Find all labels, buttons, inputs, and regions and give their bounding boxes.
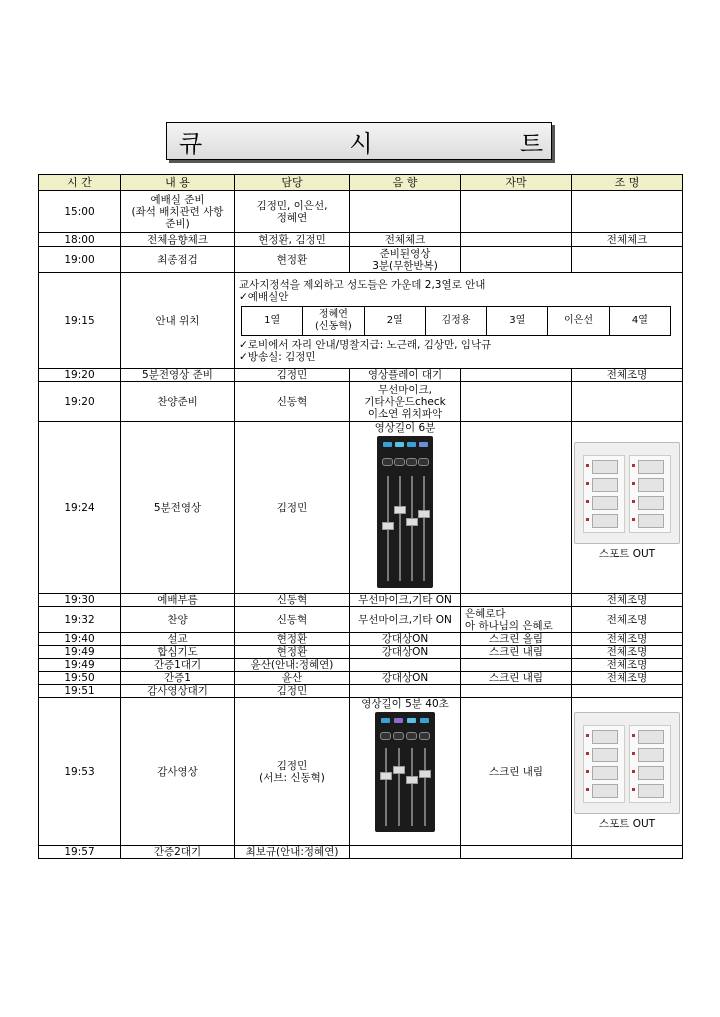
cell-staff: 현정환, 김정민	[235, 233, 350, 247]
fader-knob	[393, 766, 405, 774]
cell-caption: 스크린 내림	[461, 672, 572, 685]
cell-light	[572, 698, 683, 846]
cell-staff: 김정민	[235, 685, 350, 698]
mixer-button	[407, 718, 416, 723]
grid-cell: 이은선	[548, 306, 609, 335]
cell-time: 19:51	[39, 685, 121, 698]
switch	[592, 748, 618, 762]
cell-light	[572, 191, 683, 233]
cell-caption	[461, 607, 572, 633]
switch	[592, 784, 618, 798]
cell-light	[572, 247, 683, 273]
cell-line: 아 하나님의 은혜로	[465, 619, 553, 632]
switch	[638, 460, 664, 474]
cell-content: 5분전영상	[121, 422, 235, 594]
cell-line: 준비된영상	[379, 247, 431, 260]
cell-time: 19:50	[39, 672, 121, 685]
cell-content: 감사영상	[121, 698, 235, 846]
cell-line: 정혜연	[276, 211, 308, 224]
cell-time: 19:53	[39, 698, 121, 846]
cell-line: 무선마이크,	[377, 383, 433, 396]
cell-line: 영상길이 5분 40초	[361, 698, 449, 710]
cell-staff: 윤산(안내:정혜연)	[235, 659, 350, 672]
cell-staff: 김정민	[235, 369, 350, 382]
cell-staff	[235, 191, 350, 233]
cell-content: 설교	[121, 633, 235, 646]
cell-caption	[461, 846, 572, 859]
cell-time: 19:32	[39, 607, 121, 633]
led	[586, 518, 589, 521]
cell-caption	[461, 659, 572, 672]
table-row	[39, 191, 683, 233]
cell-sound	[350, 422, 461, 594]
cell-time: 19:20	[39, 369, 121, 382]
cell-content: 예배부름	[121, 594, 235, 607]
title-char-1: 큐	[179, 129, 203, 158]
audio-mixer-image	[377, 436, 433, 588]
cell-time: 19:15	[39, 273, 121, 369]
led	[586, 770, 589, 773]
cell-caption	[461, 382, 572, 422]
cell-line: (서브: 신동혁)	[259, 771, 325, 784]
cell-line: 3분(무한반복)	[372, 259, 438, 272]
cell-time: 15:00	[39, 191, 121, 233]
mixer-button	[395, 442, 404, 447]
mixer-button	[419, 442, 428, 447]
guide-line: ✓로비에서 자리 안내/명찰지급: 노근래, 김상만, 임낙규	[239, 338, 492, 351]
fader-knob	[382, 522, 394, 530]
mixer-button	[394, 718, 403, 723]
cell-staff	[235, 698, 350, 846]
title-char-2: 시	[349, 129, 373, 158]
fader-knob	[406, 776, 418, 784]
cell-staff: 최보규(안내:정혜연)	[235, 846, 350, 859]
cell-sound: 강대상ON	[350, 633, 461, 646]
table-row	[39, 607, 683, 633]
cell-content: 간증2대기	[121, 846, 235, 859]
cell-line: (좌석 배치관련 사항	[131, 205, 224, 218]
cell-content: 간증1대기	[121, 659, 235, 672]
grid-cell: 4열	[609, 306, 670, 335]
mixer-knob	[382, 458, 393, 466]
fader-track	[411, 748, 413, 826]
cell-line: 예배실 준비	[150, 193, 205, 206]
cell-caption	[461, 594, 572, 607]
switch	[592, 460, 618, 474]
table-row	[39, 422, 683, 594]
grid-cell: 김정용	[425, 306, 486, 335]
cell-sound	[350, 659, 461, 672]
mixer-knob	[418, 458, 429, 466]
light-caption: 스포트 OUT	[598, 548, 656, 560]
cell-caption	[461, 422, 572, 594]
cell-content: 최종점검	[121, 247, 235, 273]
fader-track	[399, 476, 401, 581]
fader-knob	[419, 770, 431, 778]
switch	[592, 496, 618, 510]
cell-content	[121, 191, 235, 233]
cell-light	[572, 685, 683, 698]
cell-time: 19:49	[39, 646, 121, 659]
cell-line: 은혜로다	[465, 607, 506, 620]
fader-track	[398, 748, 400, 826]
cell-content: 감사영상대기	[121, 685, 235, 698]
mixer-knob	[394, 458, 405, 466]
table-row	[39, 672, 683, 685]
table-row	[39, 247, 683, 273]
title-char-3: 트	[519, 129, 543, 158]
mixer-knob	[406, 732, 417, 740]
mixer-knob	[406, 458, 417, 466]
cell-light: 전체조명	[572, 646, 683, 659]
cell-light: 전체조명	[572, 607, 683, 633]
cell-content: 안내 위치	[121, 273, 235, 369]
cell-staff: 윤산	[235, 672, 350, 685]
mixer-knob	[380, 732, 391, 740]
cell-caption	[461, 233, 572, 247]
grid-cell: 3열	[487, 306, 548, 335]
table-row	[39, 233, 683, 247]
switch	[638, 748, 664, 762]
switch	[638, 514, 664, 528]
table-row	[39, 698, 683, 846]
header-sound: 음 향	[350, 175, 461, 191]
led	[586, 482, 589, 485]
cell-caption	[461, 191, 572, 233]
cell-time: 19:24	[39, 422, 121, 594]
table-row	[39, 633, 683, 646]
fader-knob	[380, 772, 392, 780]
mixer-button	[381, 718, 390, 723]
cell-staff: 신동혁	[235, 607, 350, 633]
switch-group	[629, 725, 671, 803]
seating-grid	[241, 306, 671, 336]
cell-light: 전체조명	[572, 594, 683, 607]
cell-time: 19:57	[39, 846, 121, 859]
mixer-button	[420, 718, 429, 723]
cell-sound	[350, 846, 461, 859]
cell-sound: 영상플레이 대기	[350, 369, 461, 382]
seating-guide-cell	[235, 273, 683, 369]
led	[586, 734, 589, 737]
grid-cell: 1열	[242, 306, 303, 335]
grid-cell: 2열	[364, 306, 425, 335]
cell-line: 이소연 위치파악	[367, 407, 443, 420]
switch	[638, 730, 664, 744]
cell-light: 전체체크	[572, 233, 683, 247]
cell-staff: 김정민	[235, 422, 350, 594]
cell-time: 19:20	[39, 382, 121, 422]
table-row	[39, 646, 683, 659]
cell-sound	[350, 685, 461, 698]
light-switch-panel-image	[574, 712, 680, 814]
grid-cell	[303, 306, 364, 335]
guide-line: ✓예배실안	[239, 290, 289, 303]
led	[586, 464, 589, 467]
switch-group	[629, 455, 671, 533]
grid-line: 정혜연	[318, 308, 348, 320]
header-time: 시 간	[39, 175, 121, 191]
cell-sound: 전체체크	[350, 233, 461, 247]
cell-line: 준비)	[165, 217, 190, 230]
cell-time: 18:00	[39, 233, 121, 247]
table-row	[39, 685, 683, 698]
led	[586, 500, 589, 503]
fader-knob	[394, 506, 406, 514]
cell-content: 간증1	[121, 672, 235, 685]
cell-sound: 무선마이크,기타 ON	[350, 607, 461, 633]
cell-staff: 현정환	[235, 633, 350, 646]
cell-sound	[350, 382, 461, 422]
switch	[592, 730, 618, 744]
light-caption: 스포트 OUT	[598, 818, 656, 830]
cell-staff: 신동혁	[235, 594, 350, 607]
cell-caption	[461, 247, 572, 273]
cell-light	[572, 422, 683, 594]
guide-line: 교사지정석을 제외하고 성도들은 가운데 2,3열로 안내	[239, 278, 486, 291]
fader-track	[423, 476, 425, 581]
switch	[592, 766, 618, 780]
audio-mixer-image	[375, 712, 435, 832]
fader-track	[424, 748, 426, 826]
fader-track	[385, 748, 387, 826]
mixer-button	[383, 442, 392, 447]
led	[632, 500, 635, 503]
cell-sound	[350, 698, 461, 846]
mixer-knob	[419, 732, 430, 740]
cell-caption	[461, 369, 572, 382]
cell-caption	[461, 685, 572, 698]
cell-content: 5분전영상 준비	[121, 369, 235, 382]
switch-group	[583, 725, 625, 803]
switch	[592, 514, 618, 528]
guide-line: ✓방송실: 김정민	[239, 350, 316, 363]
cell-caption: 스크린 내림	[461, 646, 572, 659]
cell-content: 전체음향체크	[121, 233, 235, 247]
fader-knob	[406, 518, 418, 526]
cell-staff: 현정환	[235, 646, 350, 659]
fader-knob	[418, 510, 430, 518]
switch	[638, 784, 664, 798]
table-row	[39, 369, 683, 382]
cell-sound: 강대상ON	[350, 646, 461, 659]
mixer-button	[407, 442, 416, 447]
cell-caption: 스크린 올림	[461, 633, 572, 646]
cell-light: 전체조명	[572, 659, 683, 672]
led	[586, 788, 589, 791]
cell-light: 전체조명	[572, 672, 683, 685]
cell-staff: 신동혁	[235, 382, 350, 422]
cell-caption: 스크린 내림	[461, 698, 572, 846]
switch	[592, 478, 618, 492]
header-content: 내 용	[121, 175, 235, 191]
header-staff: 담당	[235, 175, 350, 191]
cell-staff: 현정환	[235, 247, 350, 273]
cue-sheet-table	[38, 174, 683, 859]
cell-sound: 강대상ON	[350, 672, 461, 685]
cell-content: 찬양	[121, 607, 235, 633]
table-row	[39, 594, 683, 607]
cell-line: 김정민, 이은선,	[256, 199, 328, 212]
grid-line: (신동혁)	[315, 320, 352, 332]
cell-light: 전체조명	[572, 633, 683, 646]
fader-track	[411, 476, 413, 581]
led	[632, 464, 635, 467]
mixer-knob	[393, 732, 404, 740]
led	[632, 770, 635, 773]
table-row	[39, 846, 683, 859]
table-row	[39, 273, 683, 369]
cell-line: 기타사운드check	[364, 395, 446, 408]
led	[632, 788, 635, 791]
cell-time: 19:00	[39, 247, 121, 273]
cell-time: 19:30	[39, 594, 121, 607]
header-row	[39, 175, 683, 191]
header-light: 조 명	[572, 175, 683, 191]
cell-content: 합심기도	[121, 646, 235, 659]
table-row	[39, 382, 683, 422]
cell-light	[572, 382, 683, 422]
switch	[638, 478, 664, 492]
cell-sound	[350, 247, 461, 273]
cell-sound	[350, 191, 461, 233]
cell-light	[572, 846, 683, 859]
cell-line: 김정민	[276, 759, 308, 772]
cell-light: 전체조명	[572, 369, 683, 382]
led	[586, 752, 589, 755]
cell-time: 19:40	[39, 633, 121, 646]
cell-sound: 무선마이크,기타 ON	[350, 594, 461, 607]
led	[632, 482, 635, 485]
led	[632, 752, 635, 755]
cell-content: 찬양준비	[121, 382, 235, 422]
page-title-box	[166, 122, 552, 160]
led	[632, 734, 635, 737]
led	[632, 518, 635, 521]
table-row	[39, 659, 683, 672]
switch	[638, 496, 664, 510]
light-switch-panel-image	[574, 442, 680, 544]
cell-line: 영상길이 6분	[374, 422, 436, 434]
switch-group	[583, 455, 625, 533]
cell-time: 19:49	[39, 659, 121, 672]
switch	[638, 766, 664, 780]
header-caption: 자막	[461, 175, 572, 191]
